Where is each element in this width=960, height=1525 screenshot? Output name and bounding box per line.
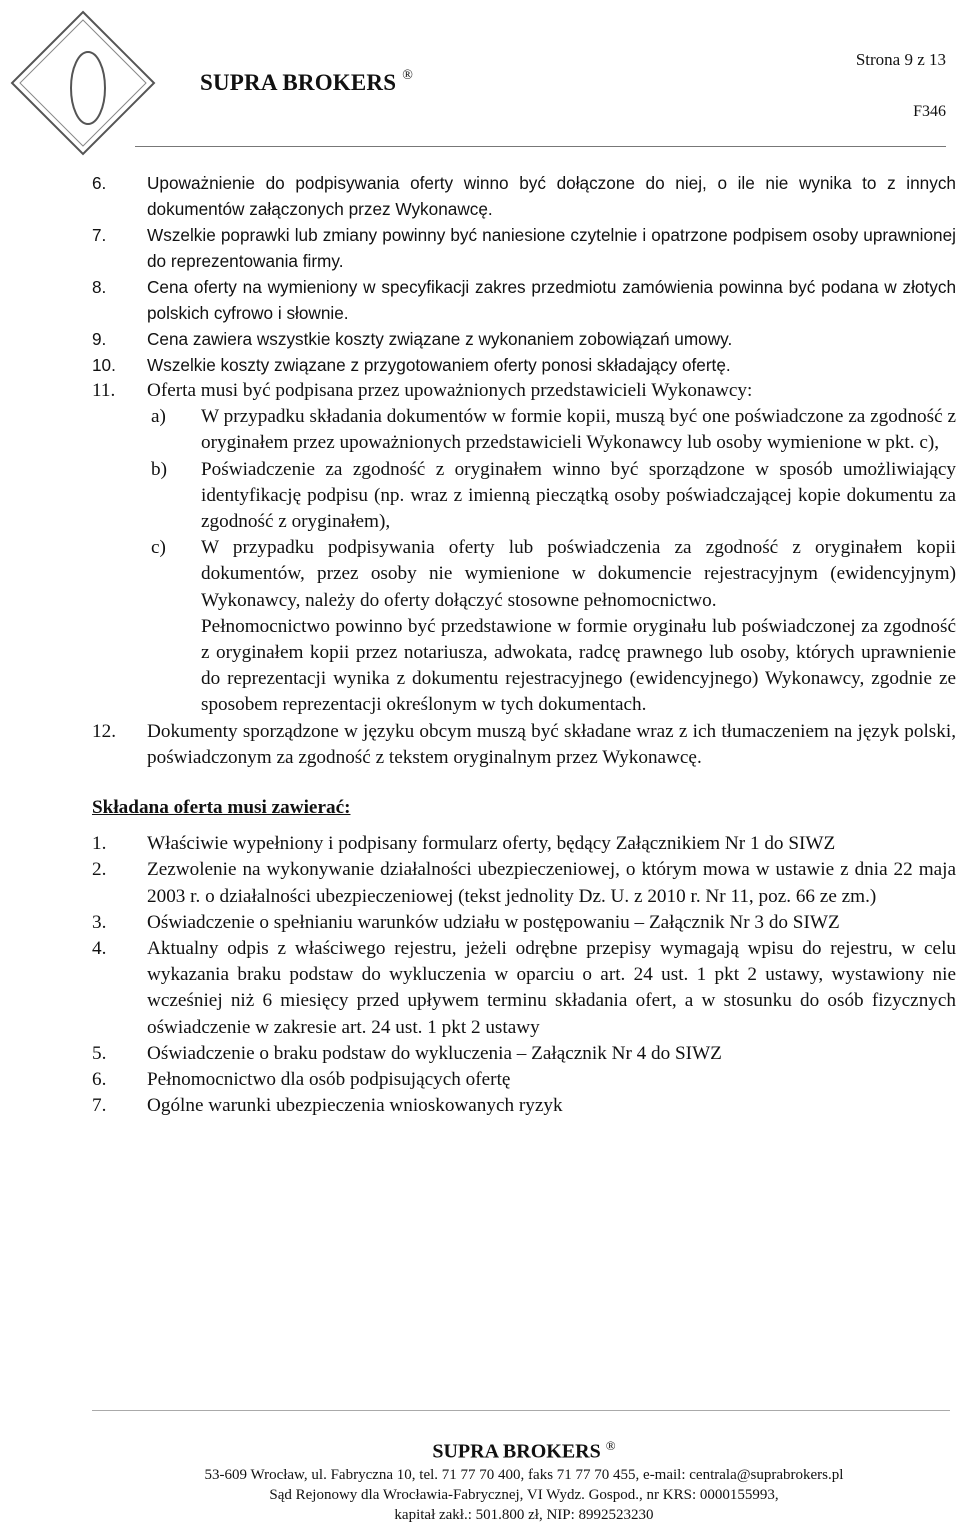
header-divider — [135, 146, 946, 147]
footer-brand — [0, 1433, 960, 1465]
list-item — [92, 1041, 956, 1067]
list-item-number: 6. — [92, 173, 107, 193]
registered-mark: ® — [402, 68, 414, 84]
list-item-text: Aktualny odpis z właściwego rejestru, jeżeli odrębne przepisy wymagają wpisu do rejestru, w celu wykazania braku podstaw do wykluczenia w oparciu o art. 24 ust. 1 pkt 2 ustawy, wystawiony nie wcześniej niż 6 miesięcy przed upływem terminu składania ofert, a w stosunku do osób fizycznych oświadczenie w zakresie art. 24 ust. 1 pkt 2 ustawy — [147, 938, 956, 1038]
list-item-number: 8. — [92, 277, 107, 297]
footer-capital: kapitał zakł.: 501.800 zł, NIP: 8992523230 — [394, 1506, 654, 1523]
footer — [0, 1433, 960, 1525]
brand-title — [200, 70, 413, 96]
footer-divider — [92, 1410, 950, 1411]
list-item — [92, 910, 956, 936]
list-item — [92, 222, 956, 274]
list-item-text: Wszelkie poprawki lub zmiany powinny być naniesione czytelnie i opatrzone podpisem osoby uprawnionej do reprezentowania firmy. — [147, 225, 956, 271]
list-item-text: Oferta musi być podpisana przez upoważnionych przedstawicieli Wykonawcy: — [147, 380, 753, 401]
list-item-number: 7. — [92, 1095, 107, 1117]
list-item-text: Zezwolenie na wykonywanie działalności ubezpieczeniowej, o którym mowa w ustawie z dnia 22 maja 2003 r. o działalności ubezpieczeniowej (tekst jednolity Dz. U. z 2010 r. Nr 11, poz. 66 ze zm.) — [147, 859, 956, 907]
list-item-text: Cena oferty na wymieniony w specyfikacji zakres przedmiotu zamówienia powinna być podana w złotych polskich cyfrowo i słownie. — [147, 277, 956, 323]
list-item-body — [147, 378, 956, 719]
sub-item — [147, 457, 956, 536]
list-item — [92, 1093, 956, 1119]
list-item — [92, 1067, 956, 1093]
list-item — [92, 326, 956, 352]
footer-registry: Sąd Rejonowy dla Wrocławia-Fabrycznej, VI Wydz. Gospod., nr KRS: 0000155993, — [269, 1486, 779, 1503]
list-item-number: 6. — [92, 1069, 107, 1091]
list-item-number: 2. — [92, 859, 107, 881]
sub-item — [147, 404, 956, 456]
list-item-number: 1. — [92, 833, 107, 855]
list-item-text: Upoważnienie do podpisywania oferty winno być dołączone do niej, o ile nie wynika to z innych dokumentów załączonych przez Wykonawcę. — [147, 173, 956, 219]
sub-item — [147, 535, 956, 614]
list-item — [92, 274, 956, 326]
sub-item-text: W przypadku podpisywania oferty lub poświadczenia za zgodność z oryginałem kopii dokumentów, przez osoby nie wymienione w dokumencie rejestracyjnym (ewidencyjnym) Wykonawcy, należy do oferty dołączyć stosowne pełnomocnictwo. — [201, 537, 956, 611]
sub-item-label: a) — [151, 406, 166, 428]
power-of-attorney-note: Pełnomocnictwo powinno być przedstawione w formie oryginału lub poświadczonej za zgodność z oryginałem kopii przez notariusza, adwokata, radcę prawnego lub osoby, których uprawnienie do reprezentacji wynika z dokumentu rejestracyjnego (ewidencyjnego) Wykonawcy, zgodnie ze sposobem reprezentacji określonym w tych dokumentach. — [201, 615, 956, 716]
list-item-number: 9. — [92, 329, 107, 349]
list-item — [92, 936, 956, 1041]
list-item — [92, 170, 956, 222]
sub-item-note — [147, 614, 956, 719]
list-item — [92, 831, 956, 857]
document-body — [92, 170, 956, 1119]
brand-name: SUPRA BROKERS — [200, 70, 397, 95]
numbered-list-part1 — [92, 170, 956, 378]
list-item-text: Oświadczenie o spełnianiu warunków udziału w postępowaniu – Załącznik Nr 3 do SIWZ — [147, 911, 840, 933]
list-item-text: Cena zawiera wszystkie koszty związane z wykonaniem zobowiązań umowy. — [147, 329, 733, 349]
section-heading: Składana oferta musi zawierać: — [92, 797, 351, 819]
document-number: F346 — [913, 103, 946, 120]
list-item-text: Oświadczenie o braku podstaw do wykluczenia – Załącznik Nr 4 do SIWZ — [147, 1042, 722, 1064]
list-item-number: 11. — [92, 380, 116, 401]
logo-icon — [8, 8, 158, 158]
list-item-text: Dokumenty sporządzone w języku obcym muszą być składane wraz z ich tłumaczeniem na język polski, poświadczonym za zgodność z tekstem oryginalnym przez Wykonawcę. — [147, 720, 956, 768]
sub-item-label: c) — [151, 537, 166, 559]
list-item-text: Ogólne warunki ubezpieczenia wnioskowanych ryzyk — [147, 1095, 563, 1117]
list-item-number: 12. — [92, 720, 116, 742]
list-item — [92, 719, 956, 771]
list-item-number: 3. — [92, 911, 107, 933]
list-item-number: 4. — [92, 938, 107, 960]
footer-address: 53-609 Wrocław, ul. Fabryczna 10, tel. 71 77 70 400, faks 71 77 70 455, e-mail: centrala@suprabrokers.pl — [204, 1466, 844, 1483]
list-item-number: 7. — [92, 225, 107, 245]
footer-brand-name: SUPRA BROKERS — [432, 1440, 601, 1463]
sub-item-label: b) — [151, 458, 167, 480]
required-documents-list — [92, 831, 956, 1119]
numbered-list-part2 — [92, 378, 956, 1119]
sub-item-text: W przypadku składania dokumentów w formie kopii, muszą być one poświadczone za zgodność z oryginałem przez upoważnionych przedstawicieli Wykonawcy lub osoby wymienione w pkt. c), — [201, 406, 956, 454]
list-item-number: 10. — [92, 355, 116, 375]
page-number: Strona 9 z 13 — [855, 50, 946, 69]
list-item — [92, 378, 956, 719]
footer-registered-mark: ® — [605, 1438, 616, 1453]
list-item — [92, 352, 956, 378]
sub-item-text: Poświadczenie za zgodność z oryginałem winno być sporządzone w sposób umożliwiający identyfikację podpisu (np. wraz z imienną pieczątką osoby poświadczającej kopie dokumentu za zgodność z oryginałem), — [201, 458, 956, 533]
sub-item-spacer — [147, 614, 201, 719]
list-item-text: Pełnomocnictwo dla osób podpisujących ofertę — [147, 1069, 511, 1091]
list-item-text: Wszelkie koszty związane z przygotowaniem oferty ponosi składający ofertę. — [147, 355, 731, 375]
list-item — [92, 857, 956, 909]
list-item-number: 5. — [92, 1042, 107, 1064]
list-item-text: Właściwie wypełniony i podpisany formularz oferty, będący Załącznikiem Nr 1 do SIWZ — [147, 833, 836, 855]
